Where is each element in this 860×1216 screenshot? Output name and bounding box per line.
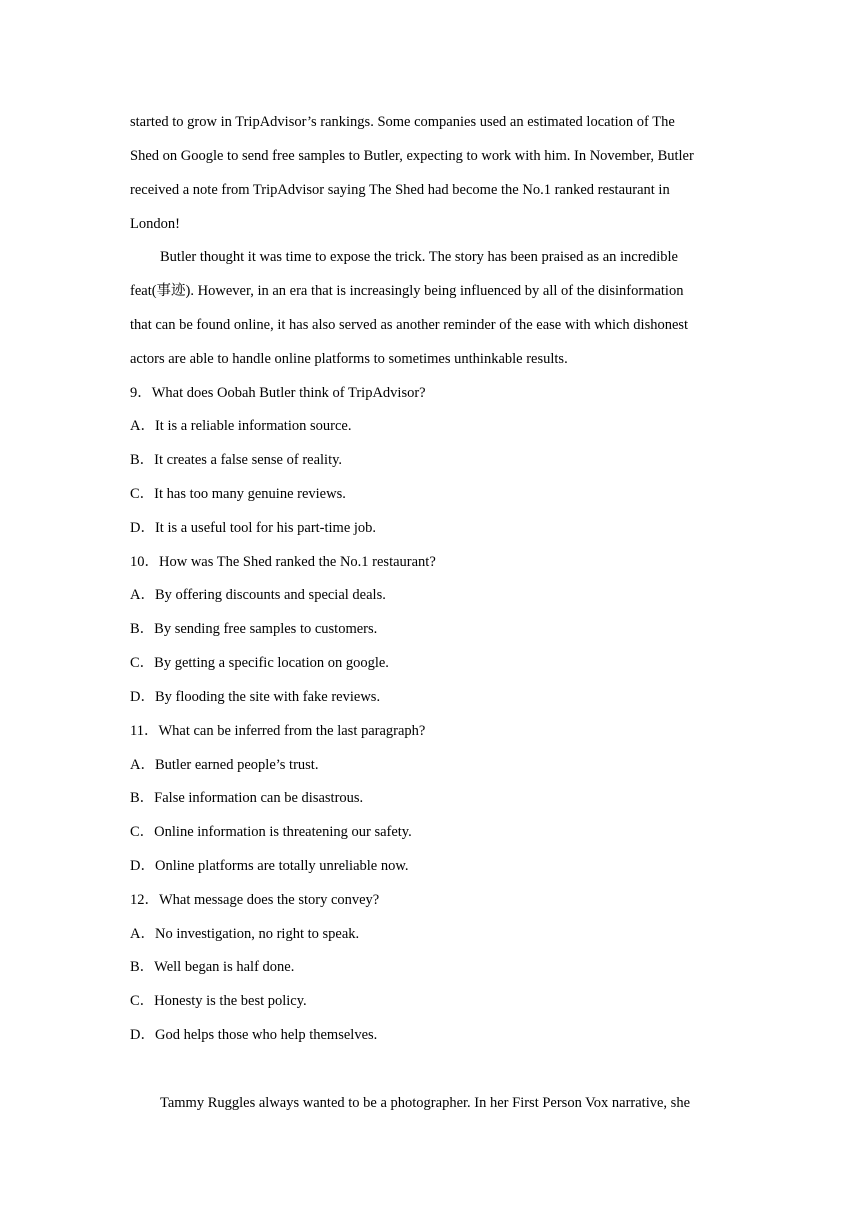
answer-option: D．It is a useful tool for his part-time job. bbox=[130, 520, 377, 536]
answer-option: A．Butler earned people’s trust. bbox=[130, 757, 319, 773]
answer-option: A．By offering discounts and special deals. bbox=[130, 587, 386, 603]
passage-line: actors are able to handle online platforms to sometimes unthinkable results. bbox=[130, 351, 568, 367]
answer-option: B．By sending free samples to customers. bbox=[130, 621, 378, 637]
answer-option: D．Online platforms are totally unreliable now. bbox=[130, 858, 409, 874]
next-passage-line: Tammy Ruggles always wanted to be a photographer. In her First Person Vox narrative, she bbox=[160, 1095, 691, 1111]
passage-line: that can be found online, it has also served as another reminder of the ease with which dishonest bbox=[130, 317, 689, 333]
passage-line: Shed on Google to send free samples to Butler, expecting to work with him. In November, Butler bbox=[130, 148, 694, 164]
answer-option: C．Online information is threatening our safety. bbox=[130, 824, 412, 840]
question-stem: 12．What message does the story convey? bbox=[130, 892, 380, 908]
answer-option: D．God helps those who help themselves. bbox=[130, 1027, 378, 1043]
passage-line: Butler thought it was time to expose the trick. The story has been praised as an incredible bbox=[160, 249, 678, 265]
answer-option: B．Well began is half done. bbox=[130, 959, 295, 975]
passage-line: received a note from TripAdvisor saying The Shed had become the No.1 ranked restaurant in bbox=[130, 182, 670, 198]
passage-line: started to grow in TripAdvisor’s rankings. Some companies used an estimated location of The bbox=[130, 114, 675, 130]
answer-option: C．By getting a specific location on google. bbox=[130, 655, 389, 671]
answer-option: B．It creates a false sense of reality. bbox=[130, 452, 343, 468]
question-stem: 11．What can be inferred from the last paragraph? bbox=[130, 723, 426, 739]
passage-line: London! bbox=[130, 216, 180, 232]
answer-option: B．False information can be disastrous. bbox=[130, 790, 364, 806]
answer-option: D．By flooding the site with fake reviews. bbox=[130, 689, 381, 705]
answer-option: C．It has too many genuine reviews. bbox=[130, 486, 346, 502]
answer-option: A．No investigation, no right to speak. bbox=[130, 926, 360, 942]
answer-option: A．It is a reliable information source. bbox=[130, 418, 352, 434]
question-stem: 9．What does Oobah Butler think of TripAdvisor? bbox=[130, 385, 426, 401]
answer-option: C．Honesty is the best policy. bbox=[130, 993, 307, 1009]
question-stem: 10．How was The Shed ranked the No.1 restaurant? bbox=[130, 554, 436, 570]
passage-line: feat(事迹). However, in an era that is increasingly being influenced by all of the disinformation bbox=[130, 283, 684, 299]
